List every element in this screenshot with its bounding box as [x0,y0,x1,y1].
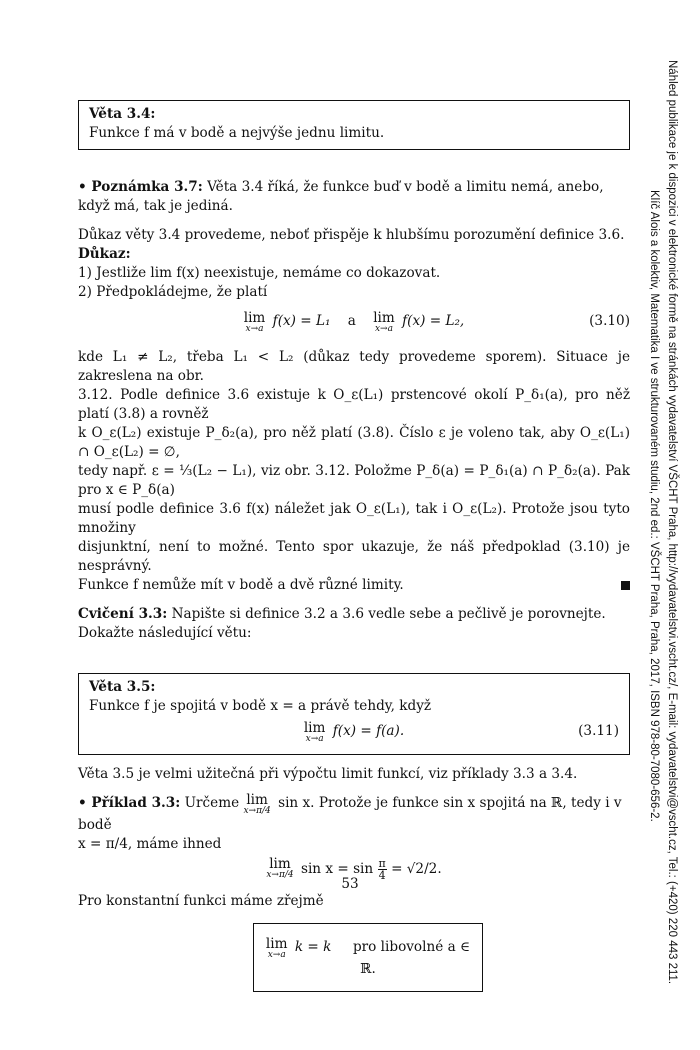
lim-sub: x→a [374,324,393,334]
theorem-3-4-text: Funkce f má v bodě a nejvýše jednu limitu. [89,125,385,141]
eq-3-10-lim-right [373,312,395,334]
remark-3-7-label: • Poznámka 3.7: [78,179,203,195]
qed-square-icon [621,581,630,590]
theorem-3-4-box [78,100,630,150]
theorem-3-5-text: Funkce f je spojitá v bodě x = a právě tehdy, když [89,698,432,714]
proof-line: 3.12. Podle definice 3.6 existuje k O_ε(L₁) prstencové okolí P_δ₁(a), pro něž platí (3.8) a rovněž [78,387,630,422]
fraction-numerator: π [378,857,386,870]
constant-text: Pro konstantní funkci máme zřejmě [78,893,324,909]
proof-line: kde L₁ ≠ L₂, třeba L₁ < L₂ (důkaz tedy provedeme sporem). Situace je zakreslena na obr. [78,349,630,384]
proof-body [78,348,630,595]
eq-3-10-right: f(x) = L₂, [402,313,465,329]
example-3-3-lim [243,794,270,816]
eq-3-11-number: (3.11) [578,723,619,739]
example-3-3 [78,794,630,835]
equation-3-10 [78,312,630,338]
sidebar-left-text: Klíč Alois a kolektiv, Matematika I ve strukturovaném studiu, 2nd ed.: VŠCHT Praha, Praha, 2017, ISBN 978-80-7080-656-2. [648,190,660,822]
lim-sub: x→a [245,324,264,334]
constant-body: k = k [294,939,332,955]
exercise-3-3-label: Cvičení 3.3: [78,606,168,622]
remark-3-7 [78,178,630,216]
proof-line: k O_ε(L₂) existuje P_δ₂(a), pro něž platí (3.8). Číslo ε je voleno tak, aby O_ε(L₁) ∩ O_ε(L₂) = ∅, [78,425,630,460]
constant-limit-box [253,923,483,992]
theorem-3-5-title: Věta 3.5: [89,679,156,695]
lim-word: lim [265,936,288,952]
exercise-3-3-text: Napište si definice 3.2 a 3.6 vedle sebe a pečlivě je porovnejte. Dokažte následující větu: [78,606,606,641]
lim-word: lim [246,792,268,808]
proof-line: tedy např. ε = ⅓(L₂ − L₁), viz obr. 3.12. Položme P_δ(a) = P_δ₁(a) ∩ P_δ₂(a). Pak pro x ∈ P_δ(a) [78,463,630,498]
example-3-3-label: • Příklad 3.3: [78,795,181,811]
eq-3-10-lim-left [244,312,266,334]
lim-sub: x→π/4 [243,806,271,816]
lim-sub: x→a [267,950,286,960]
example-eq-tail: = √2/2. [391,861,442,877]
lim-sub: x→a [305,734,324,744]
theorem-3-5-note: Věta 3.5 je velmi užitečná při výpočtu limit funkcí, viz příklady 3.3 a 3.4. [78,766,578,782]
sidebar-right-text: Náhled publikace je k dispozici v elektronické formě na stránkách vydavatelství VŠCHT Praha, http://vydavatelstvi.vscht.cz/, E-mail: vydavatelstvi@vscht.cz, Tel.: (+420) 220 443 211. [666,60,678,985]
example-3-3-text1: Určeme [184,795,240,811]
eq-3-10-left: f(x) = L₁ [272,313,331,329]
lim-sub: x→π/4 [266,870,294,880]
lim-word: lim [373,310,395,326]
eq-3-10-and: a [347,313,356,329]
fraction-denominator: 4 [378,869,386,882]
proof-step-2: 2) Předpokládejme, že platí [78,284,268,300]
lim-word: lim [269,856,291,872]
sidebar-right [660,60,678,985]
eq-3-10-number: (3.10) [589,313,630,329]
equation-3-11 [89,722,619,746]
example-3-3-line2: x = π/4, máme ihned [78,836,222,852]
page-content [78,100,630,992]
lim-word: lim [243,310,266,326]
proof-line-last [78,576,630,595]
proof-step-1: 1) Jestliže lim f(x) neexistuje, nemáme co dokazovat. [78,265,441,281]
proof-line: musí podle definice 3.6 f(x) náležet jak O_ε(L₁), tak i O_ε(L₂). Protože jsou tyto množiny [78,501,630,536]
page-number: 53 [341,876,359,892]
theorem-3-5-box [78,673,630,755]
eq-3-11-lim [304,722,326,744]
proof-last-text: Funkce f nemůže mít v bodě a dvě různé limity. [78,577,404,593]
example-eq-body: sin x = sin [300,861,374,877]
remark-3-7-text: Věta 3.4 říká, že funkce buď v bodě a limitu nemá, anebo, když má, tak je jediná. [78,179,604,214]
example-3-3-text2: sin x. Protože je funkce sin x spojitá na ℝ, tedy i v bodě [78,795,622,833]
sidebar-left [642,60,660,920]
theorem-3-4-title: Věta 3.4: [89,106,156,122]
proof-intro: Důkaz věty 3.4 provedeme, neboť přispěje k hlubšímu porozumění definice 3.6. [78,227,625,243]
proof-label: Důkaz: [78,246,131,262]
eq-3-11-body: f(x) = f(a). [332,723,405,739]
lim-word: lim [303,720,326,736]
constant-tail: pro libovolné a ∈ ℝ. [352,939,471,977]
exercise-3-3 [78,605,630,643]
constant-lim [266,938,288,960]
proof-line: disjunktní, není to možné. Tento spor ukazuje, že náš předpoklad (3.10) je nesprávný. [78,539,630,574]
